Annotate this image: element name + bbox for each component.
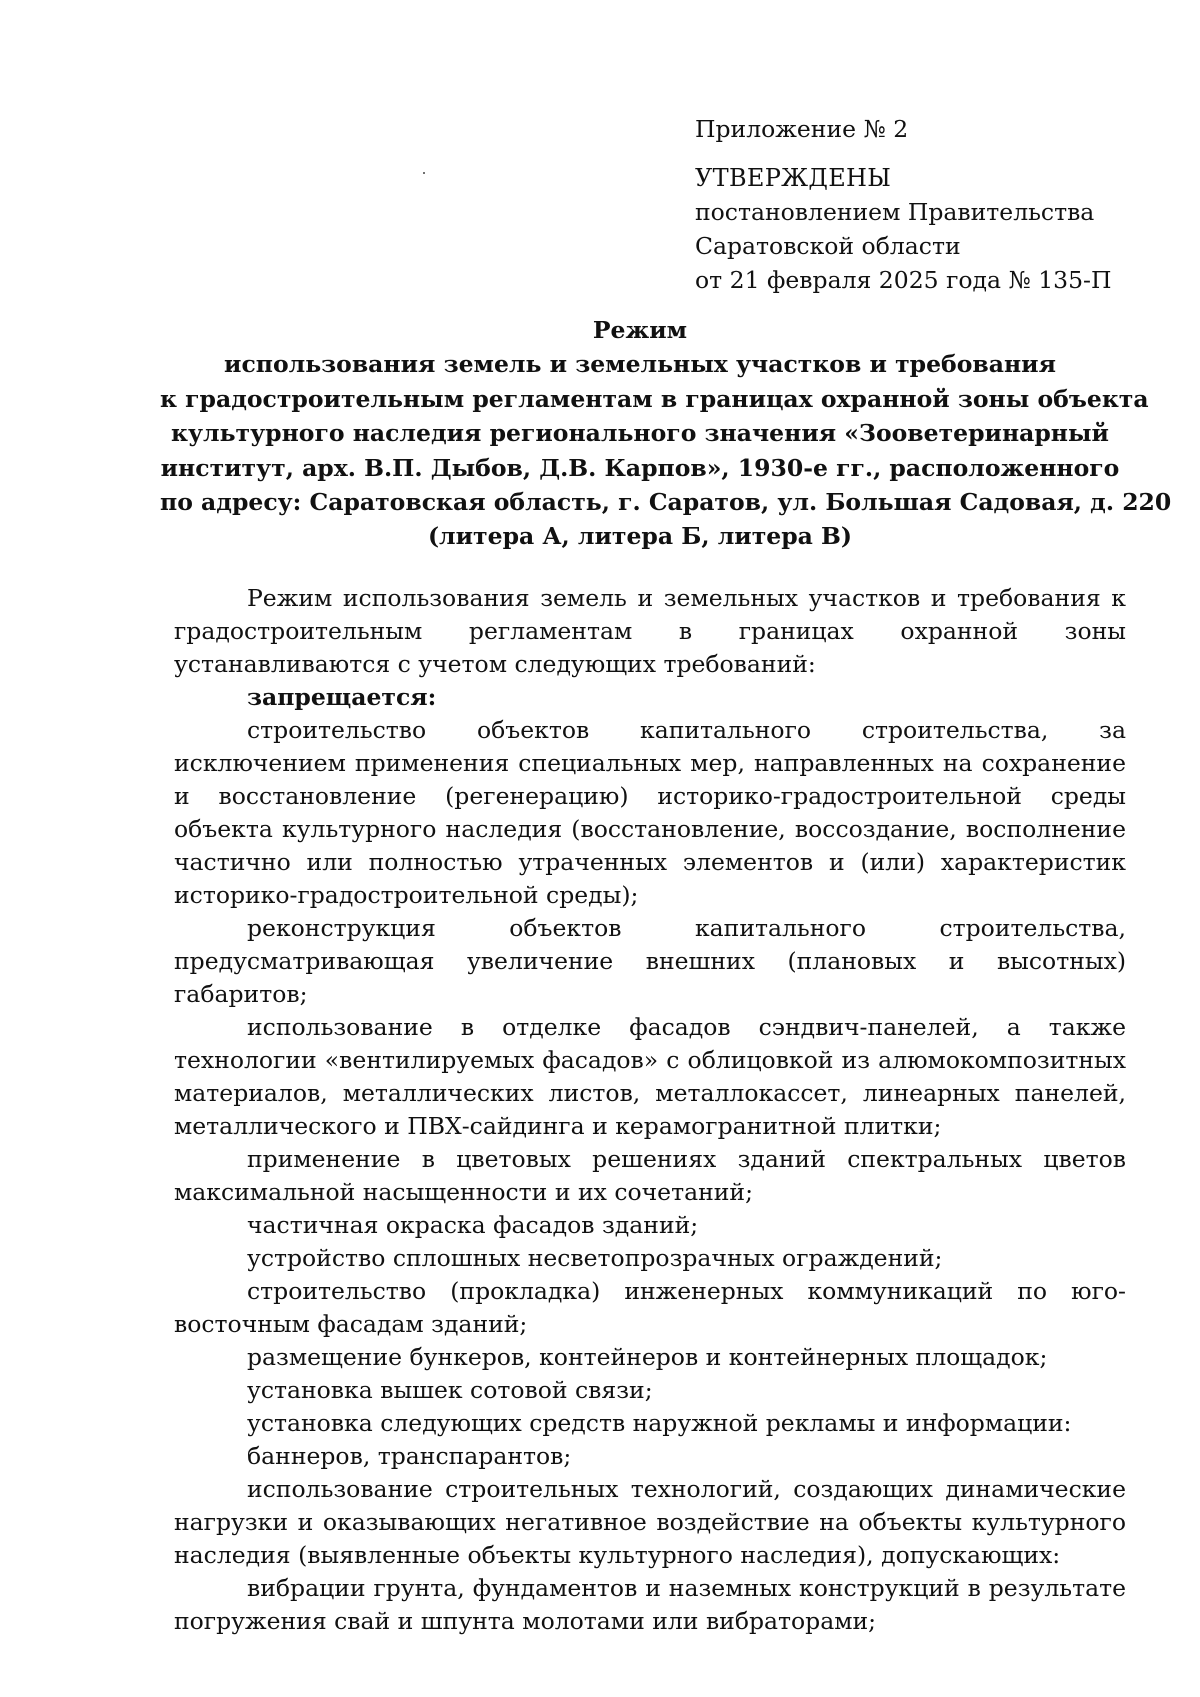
intro-paragraph: Режим использования земель и земельных участков и требования к градостроительным регламентам в границах охранной зоны устанавливаются с учетом следующих требований: [174,584,1126,678]
title-line: использования земель и земельных участков и требования [224,350,1056,379]
prohibition-item: строительство объектов капитального строительства, за исключением применения специальных мер, направленных на сохранение и восстановление (регенерацию) историко-градостроительной среды объекта культурного наследия (восстановление, воссоздание, восполнение частично или полностью утраченных элементов и (или) характеристик историко-градостроительной среды); [174,716,1126,909]
document-title [160,313,1172,554]
title-line: по адресу: Саратовская область, г. Саратов, ул. Большая Садовая, д. 220 [160,488,1172,517]
annex-number: Приложение № 2 [695,115,909,143]
scan-speck [423,172,425,174]
prohibition-item: устройство сплошных несветопрозрачных ограждений; [247,1244,943,1272]
approved-line: Саратовской области [695,232,961,260]
prohibition-item: установка следующих средств наружной рекламы и информации: [247,1409,1072,1437]
prohibition-item: размещение бункеров, контейнеров и контейнерных площадок; [247,1343,1048,1371]
title-line: к градостроительным регламентам в границах охранной зоны объекта [160,384,1149,413]
prohibition-item: частичная окраска фасадов зданий; [247,1211,699,1239]
title-line: Режим [592,316,688,344]
prohibition-item: установка вышек сотовой связи; [247,1376,653,1404]
prohibited-heading: запрещается: [247,683,437,711]
title-line: культурного наследия регионального значения «Зооветеринарный [171,419,1109,448]
prohibition-item: вибрации грунта, фундаментов и наземных конструкций в результате погружения свай и шпунта молотами или вибраторами; [174,1574,1126,1635]
approved-label: УТВЕРЖДЕНЫ [695,164,892,192]
title-line: (литера А, литера Б, литера В) [427,522,853,551]
prohibition-item: применение в цветовых решениях зданий спектральных цветов максимальной насыщенности и их сочетаний; [174,1145,1126,1206]
prohibition-item: баннеров, транспарантов; [247,1442,572,1470]
title-line: институт, арх. В.П. Дыбов, Д.В. Карпов», 1930-е гг., расположенного [160,453,1120,482]
prohibition-item: использование в отделке фасадов сэндвич-панелей, а также технологии «вентилируемых фасадов» с облицовкой из алюмокомпозитных материалов, металлических листов, металлокассет, линеарных панелей, металлического и ПВХ-сайдинга и керамогранитной плитки; [174,1013,1126,1140]
approval-stamp [695,112,1165,297]
prohibition-item: использование строительных технологий, создающих динамические нагрузки и оказывающих негативное воздействие на объекты культурного наследия (выявленные объекты культурного наследия), допускающих: [174,1475,1126,1569]
approved-line: постановлением Правительства [695,198,1095,226]
approved-line: от 21 февраля 2025 года № 135-П [695,266,1112,294]
document-body [174,582,1126,1638]
prohibition-item: строительство (прокладка) инженерных коммуникаций по юго-восточным фасадам зданий; [174,1277,1126,1338]
prohibition-item: реконструкция объектов капитального строительства, предусматривающая увеличение внешних (плановых и высотных) габаритов; [174,914,1126,1008]
